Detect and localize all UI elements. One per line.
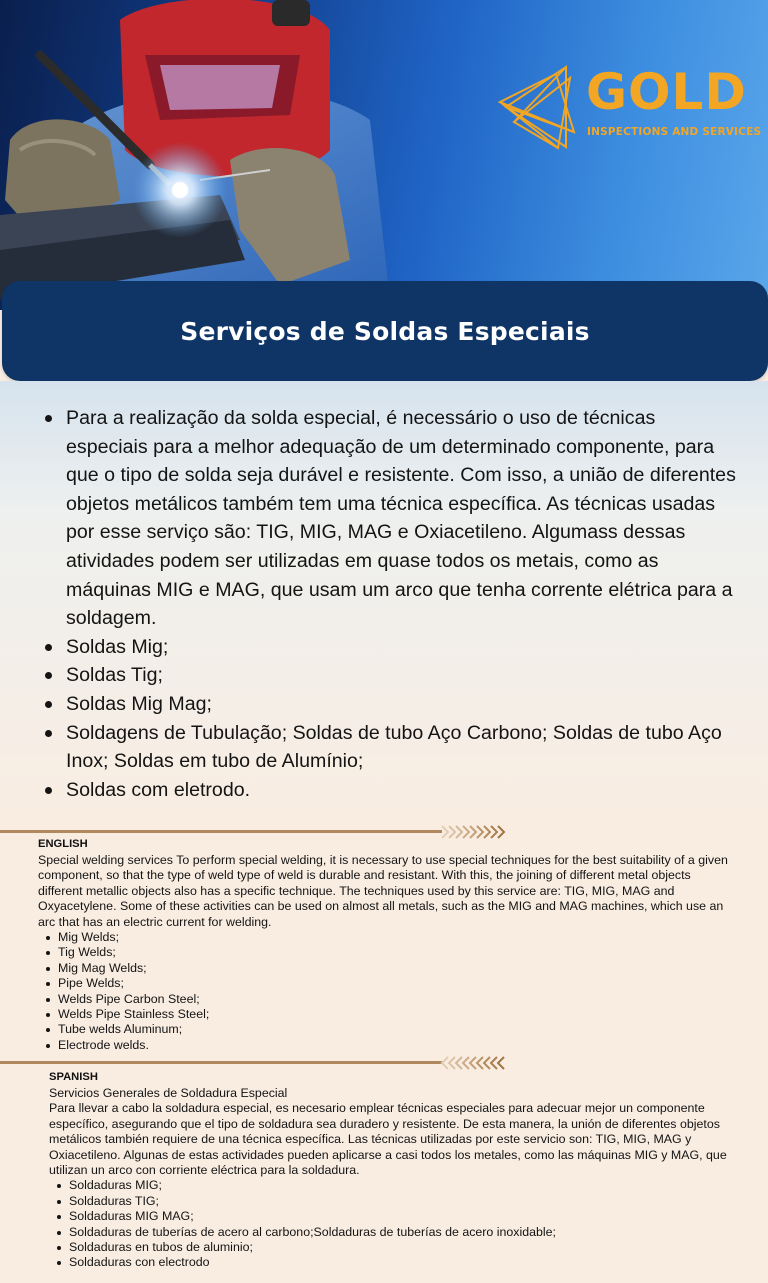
welder-illustration — [0, 0, 768, 310]
list-item: Soldaduras con electrodo — [49, 1255, 739, 1270]
divider-line — [0, 830, 442, 833]
list-item: Tig Welds; — [38, 945, 738, 960]
list-item: Mig Mag Welds; — [38, 961, 738, 976]
spanish-heading: Servicios Generales de Soldadura Especial — [49, 1086, 288, 1100]
list-item: Para a realização da solda especial, é necessário o uso de técnicas especiais para a melhor adequação de um determinado componente, para que o tipo de solda seja durável e resistente. Com isso, a união de diferentes objetos metálicos também tem uma técnica específica. As técnicas usadas por esse serviço são: TIG, MIG, MAG e Oxiacetileno. Algumass dessas atividades podem ser utilizadas em quase todos os metais, como as máquinas MIG e MAG, que usam um arco que tenha corrente elétrica para a soldagem. — [40, 404, 740, 633]
list-item: Mig Welds; — [38, 930, 738, 945]
gold-logo — [496, 62, 762, 154]
list-item: Soldagens de Tubulação; Soldas de tubo Aço Carbono; Soldas de tubo Aço Inox; Soldas em tubo de Alumínio; — [40, 719, 740, 776]
portuguese-service-list — [40, 404, 740, 804]
page-title: Serviços de Soldas Especiais — [180, 316, 590, 346]
english-section — [38, 853, 738, 1053]
list-item: Soldaduras MIG; — [49, 1178, 739, 1193]
divider-line — [0, 1061, 442, 1064]
list-item: Welds Pipe Stainless Steel; — [38, 1007, 738, 1022]
list-item: Pipe Welds; — [38, 976, 738, 991]
list-item: Electrode welds. — [38, 1038, 738, 1053]
spanish-service-list — [49, 1178, 739, 1270]
brand-name: GOLD — [586, 63, 747, 121]
english-paragraph: Special welding services To perform special welding, it is necessary to use special techniques for the best suitability of a given component, so that the type of weld type of weld is durable and resistant. With this, the joining of different metal objects different metallic objects also has a specific technique. The techniques used by this service are: TIG, MIG, MAG and Oxyacetylene. Some of these activities can be used on almost all metals, such as the MIG and MAG machines, which use an arc that has an electric current for welding. — [38, 853, 728, 929]
list-item: Soldas com eletrodo. — [40, 776, 740, 805]
list-item: Soldaduras TIG; — [49, 1194, 739, 1209]
list-item: Soldaduras en tubos de aluminio; — [49, 1240, 739, 1255]
list-item: Soldaduras MIG MAG; — [49, 1209, 739, 1224]
triangle-logo-icon — [496, 62, 582, 154]
list-item: Welds Pipe Carbon Steel; — [38, 992, 738, 1007]
english-label: ENGLISH — [38, 838, 88, 850]
list-item: Soldas Mig Mag; — [40, 690, 740, 719]
list-item: Soldas Mig; — [40, 633, 740, 662]
spanish-section — [49, 1086, 739, 1271]
spanish-label: SPANISH — [49, 1071, 98, 1083]
section-divider — [0, 1053, 520, 1073]
spanish-paragraph: Para llevar a cabo la soldadura especial, es necesario emplear técnicas especiales para adecuar mejor un componente específico, asegurando que el tipo de soldadura sea duradero y resistente. De esta manera, la unión de diferentes objetos metálicos también requiere de una técnica específica. Las técnicas utilizadas por este servicio son: TIG, MIG, MAG y Oxiacetileno. Algunas de estas actividades pueden aplicarse a casi todos los metales, como las máquinas MIG y MAG, que utilizan un arco con corriente eléctrica para la soldadura. — [49, 1101, 727, 1178]
hero-banner — [0, 0, 768, 310]
chevrons-right-icon — [440, 823, 512, 841]
english-service-list — [38, 930, 738, 1053]
title-banner — [2, 281, 768, 381]
list-item: Soldas Tig; — [40, 661, 740, 690]
list-item: Tube welds Aluminum; — [38, 1022, 738, 1037]
brand-tagline: INSPECTIONS AND SERVICES — [587, 126, 762, 138]
chevrons-left-icon — [440, 1054, 512, 1072]
list-item: Soldaduras de tuberías de acero al carbono;Soldaduras de tuberías de acero inoxidable; — [49, 1225, 739, 1240]
